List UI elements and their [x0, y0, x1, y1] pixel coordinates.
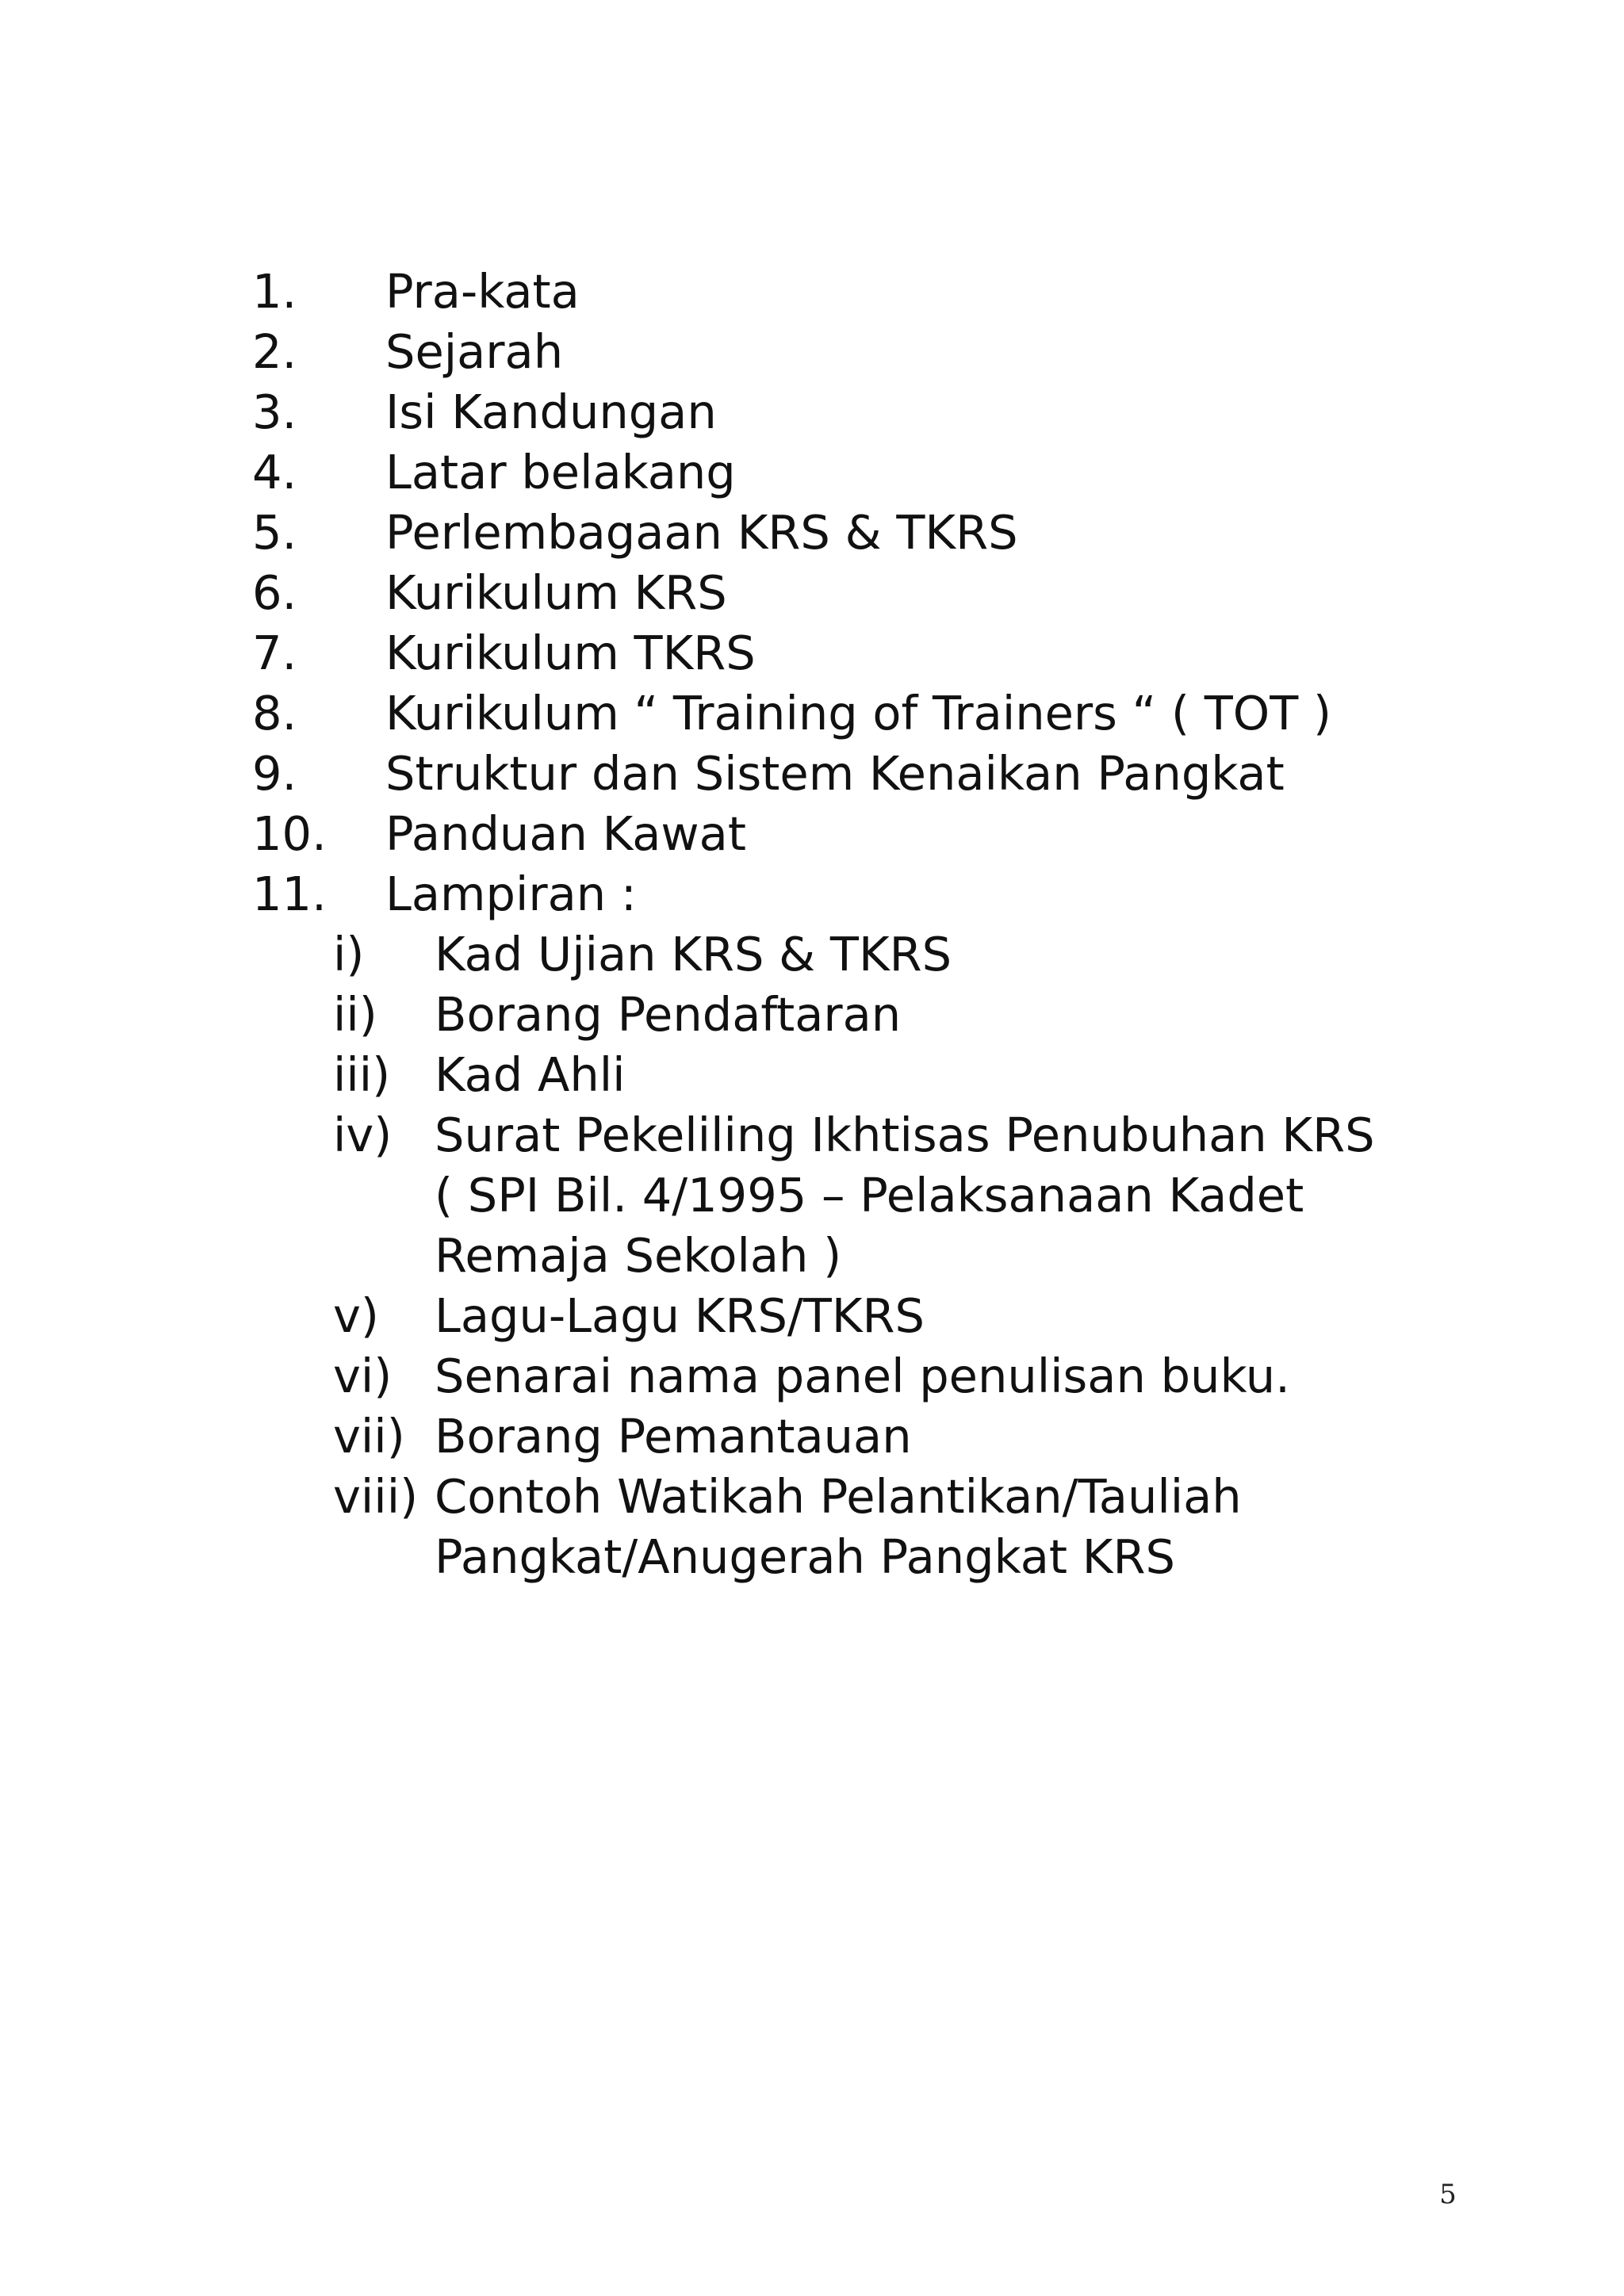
toc-item-number: 8.: [252, 686, 297, 740]
toc-item: [252, 683, 1442, 744]
toc-item: [252, 262, 1442, 322]
appendix-item: [333, 1467, 1442, 1587]
toc-item-label: Sejarah: [385, 324, 564, 379]
appendix-item: [333, 1045, 1442, 1105]
toc-item-label: Kurikulum KRS: [385, 565, 727, 620]
appendix-item: [333, 985, 1442, 1045]
toc-item-number: 4.: [252, 445, 297, 499]
toc-item-number: 9.: [252, 746, 297, 801]
toc-item-label: Isi Kandungan: [385, 385, 717, 439]
toc-item-label: Kurikulum “ Training of Trainers “ ( TOT ): [385, 686, 1332, 740]
toc-item-number: 2.: [252, 324, 297, 379]
appendix-list: [333, 924, 1442, 1587]
appendix-item-number: viii): [333, 1469, 419, 1524]
appendix-section: [252, 924, 1442, 1587]
toc-item: [252, 804, 1442, 864]
toc-item-label: Perlembagaan KRS & TKRS: [385, 505, 1018, 560]
appendix-item-number: i): [333, 927, 365, 982]
appendix-item-label: Contoh Watikah Pelantikan/Tauliah Pangkat/Anugerah Pangkat KRS: [435, 1469, 1242, 1584]
appendix-item-number: ii): [333, 987, 377, 1042]
toc-item-label: Pra-kata: [385, 264, 580, 319]
appendix-item-number: vi): [333, 1349, 393, 1403]
appendix-item-label: Borang Pendaftaran: [435, 987, 902, 1042]
toc-item-number: 1.: [252, 264, 297, 319]
toc-item: [252, 563, 1442, 623]
appendix-item: [333, 1286, 1442, 1346]
appendix-item-label: Lagu-Lagu KRS/TKRS: [435, 1288, 925, 1343]
toc-item-label: Panduan Kawat: [385, 806, 746, 861]
toc-item: [252, 623, 1442, 683]
toc-item: [252, 503, 1442, 563]
toc-item-number: 11.: [252, 867, 327, 921]
appendix-item-label: Surat Pekeliling Ikhtisas Penubuhan KRS ( SPI Bil. 4/1995 – Pelaksanaan Kadet Remaja Sekolah ): [435, 1108, 1375, 1283]
toc-item-number: 5.: [252, 505, 297, 560]
toc-item-label: Latar belakang: [385, 445, 736, 499]
toc-item-appendix: [252, 864, 1442, 924]
toc-item: [252, 322, 1442, 382]
page-number: 5: [1439, 2179, 1457, 2210]
appendix-item-number: v): [333, 1288, 379, 1343]
toc-item: [252, 744, 1442, 804]
appendix-item: [333, 1346, 1442, 1406]
toc-item: [252, 442, 1442, 503]
appendix-item: [333, 1105, 1442, 1286]
appendix-item-label: Kad Ujian KRS & TKRS: [435, 927, 952, 982]
appendix-item-label: Senarai nama panel penulisan buku.: [435, 1349, 1290, 1403]
toc-item-label: Lampiran :: [385, 867, 637, 921]
toc-item-number: 3.: [252, 385, 297, 439]
toc-item-label: Kurikulum TKRS: [385, 626, 756, 680]
appendix-item-number: iii): [333, 1047, 391, 1102]
toc-item: [252, 382, 1442, 442]
toc-item-number: 10.: [252, 806, 327, 861]
table-of-contents: [252, 262, 1442, 1587]
toc-item-number: 7.: [252, 626, 297, 680]
appendix-item-number: iv): [333, 1108, 393, 1162]
toc-item-label: Struktur dan Sistem Kenaikan Pangkat: [385, 746, 1285, 801]
appendix-item: [333, 924, 1442, 985]
appendix-item-number: vii): [333, 1409, 405, 1464]
appendix-item: [333, 1406, 1442, 1467]
appendix-item-label: Borang Pemantauan: [435, 1409, 912, 1464]
toc-item-number: 6.: [252, 565, 297, 620]
appendix-item-label: Kad Ahli: [435, 1047, 626, 1102]
